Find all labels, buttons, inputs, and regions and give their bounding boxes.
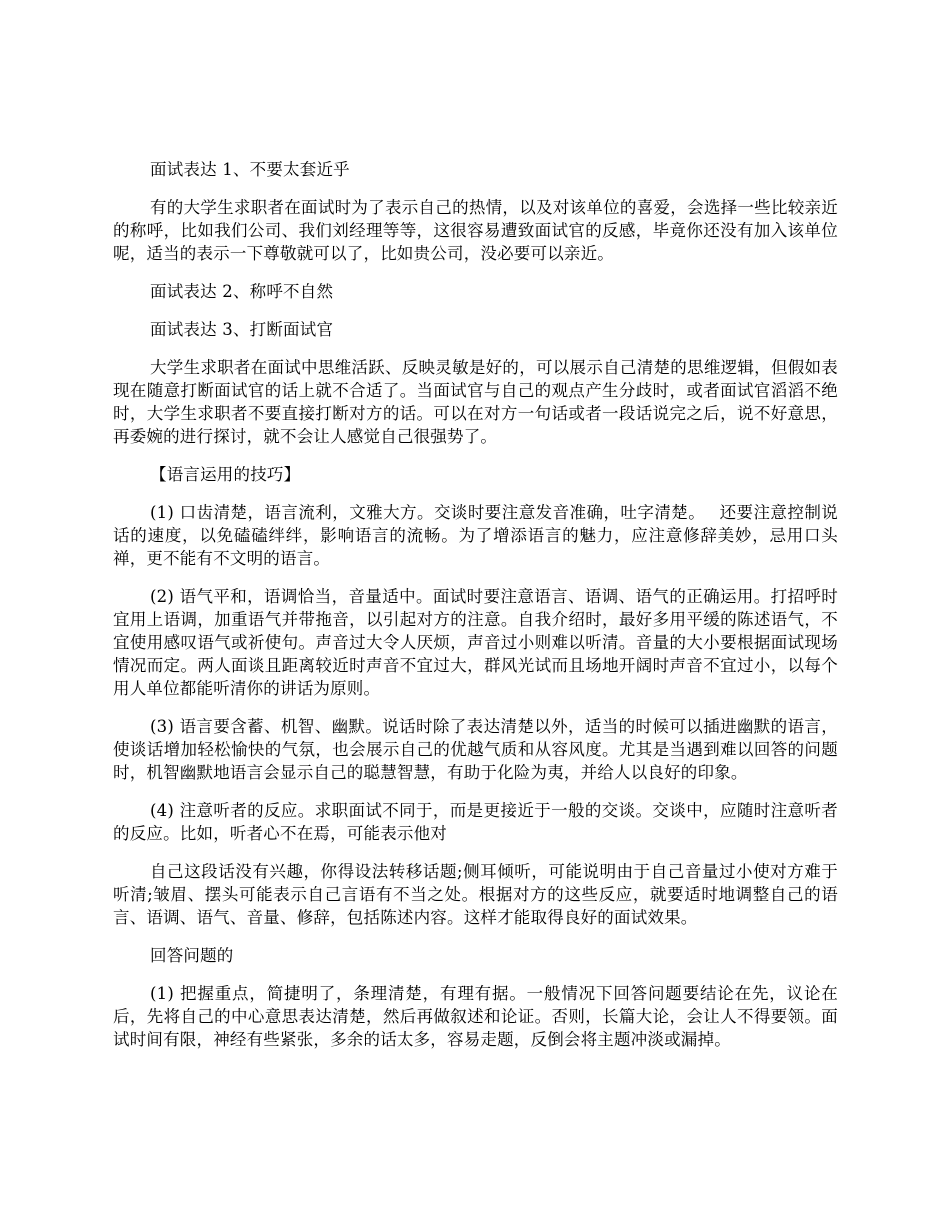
list-item-4: (4) 注意听者的反应。求职面试不同于，而是更接近于一般的交谈。交谈中，应随时注意听者的反应。比如，听者心不在焉，可能表示他对: [113, 801, 838, 843]
body-paragraph-1: 有的大学生求职者在面试时为了表示自己的热情，以及对该单位的喜爱，会选择一些比较亲近的称呼，比如我们公司、我们刘经理等等，这很容易遭致面试官的反感，毕竟你还没有加入该单位呢，适当的表示一下尊敬就可以了，比如贵公司，没必要可以亲近。: [113, 198, 838, 263]
body-paragraph-3: 自己这段话没有兴趣，你得设法转移话题;侧耳倾听，可能说明由于自己音量过小使对方难于听清;皱眉、摆头可能表示自己言语有不当之处。根据对方的这些反应，就要适时地调整自己的语言、语调、语气、音量、修辞，包括陈述内容。这样才能取得良好的面试效果。: [113, 862, 838, 927]
section-heading-1: 面试表达 1、不要太套近乎: [150, 160, 350, 179]
list-item-3: (3) 语言要含蓄、机智、幽默。说话时除了表达清楚以外，适当的时候可以插进幽默的语言，使谈话增加轻松愉快的气氛，也会展示自己的优越气质和从容风度。尤其是当遇到难以回答的问题时，机智幽默地语言会显示自己的聪慧智慧，有助于化险为夷，并给人以良好的印象。: [113, 717, 838, 782]
section-heading-3: 面试表达 3、打断面试官: [150, 320, 334, 339]
list-item-5: (1) 把握重点，简捷明了，条理清楚，有理有据。一般情况下回答问题要结论在先，议论在后，先将自己的中心意思表达清楚，然后再做叙述和论证。否则，长篇大论，会让人不得要领。面试时间有限，神经有些紧张，多余的话太多，容易走题，反倒会将主题冲淡或漏掉。: [113, 984, 838, 1049]
list-item-1: (1) 口齿清楚，语言流利，文雅大方。交谈时要注意发音准确，吐字清楚。 还要注意控制说话的速度，以免磕磕绊绊，影响语言的流畅。为了增添语言的魅力，应注意修辞美妙，忌用口头禅，更不能有不文明的语言。: [113, 503, 838, 568]
body-paragraph-2: 大学生求职者在面试中思维活跃、反映灵敏是好的，可以展示自己清楚的思维逻辑，但假如表现在随意打断面试官的话上就不合适了。当面试官与自己的观点产生分歧时，或者面试官滔滔不绝时，大学生求职者不要直接打断对方的话。可以在对方一句话或者一段话说完之后，说不好意思，再委婉的进行探讨，就不会让人感觉自己很强势了。: [113, 358, 838, 446]
section-heading-language-skills: 【语言运用的技巧】: [150, 465, 301, 484]
document-body: [113, 158, 838, 1066]
section-heading-2: 面试表达 2、称呼不自然: [150, 282, 334, 301]
section-heading-answering: 回答问题的: [150, 946, 234, 965]
list-item-2: (2) 语气平和，语调恰当，音量适中。面试时要注意语言、语调、语气的正确运用。打招呼时宜用上语调，加重语气并带拖音，以引起对方的注意。自我介绍时，最好多用平缓的陈述语气，不宜使用感叹语气或祈使句。声音过大令人厌烦，声音过小则难以听清。音量的大小要根据面试现场情况而定。两人面谈且距离较近时声音不宜过大，群风光试而且场地开阔时声音不宜过小，以每个用人单位都能听清你的讲话为原则。: [113, 587, 838, 698]
